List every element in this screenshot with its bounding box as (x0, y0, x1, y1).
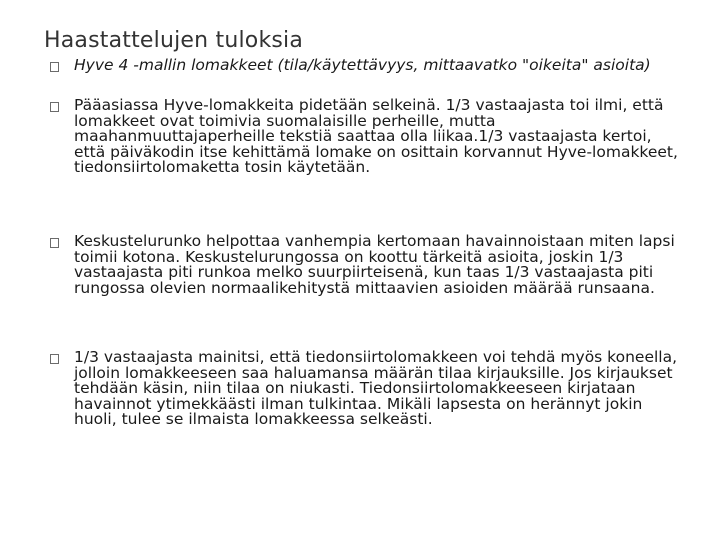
bullet-text: 1/3 vastaajasta mainitsi, että tiedonsiirtolomakkeen voi tehdä myös koneella, jolloin lomakkeeseen saa haluamansa määrän tilaa kirjauksille. Jos kirjaukset tehdään käsin, niin tilaa on niukasti. Tiedonsiirtolomakkeeseen kirjataan havainnot ytimekkäästi ilman tulkintaa. Mikäli lapsesta on herännyt jokin huoli, tulee se ilmaista lomakkeessa selkeästi. (74, 348, 678, 428)
bullet-text: Keskustelurunko helpottaa vanhempia kertomaan havainnoistaan miten lapsi toimii kotona. Keskustelurungossa on koottu tärkeitä asioita, joskin 1/3 vastaajasta piti runkoa melko suurpiirteisenä, kun taas 1/3 vastaajasta piti rungossa olevien normaalikehitystä mittaavien asioiden määrää runsaana. (74, 232, 675, 297)
slide-title: Haastattelujen tuloksia (44, 28, 304, 53)
bullet-square-icon (50, 354, 59, 364)
bullet-square-icon (50, 62, 59, 72)
bullet-text: Hyve 4 -mallin lomakkeet (tila/käytettävyys, mittaavatko "oikeita" asioita) (74, 56, 651, 74)
bullet-square-icon (50, 102, 59, 112)
bullet-square-icon (50, 238, 59, 248)
bullet-text: Pääasiassa Hyve-lomakkeita pidetään selkeinä. 1/3 vastaajasta toi ilmi, että lomakkeet ovat toimivia suomalaisille perheille, mutta maahanmuuttajaperheille tekstiä saattaa olla liikaa.1/3 vastaajasta kertoi, että päiväkodin itse kehittämä lomake on osittain korvannut Hyve-lomakkeet, tiedonsiirtolomaketta tosin käytetään. (74, 96, 678, 176)
